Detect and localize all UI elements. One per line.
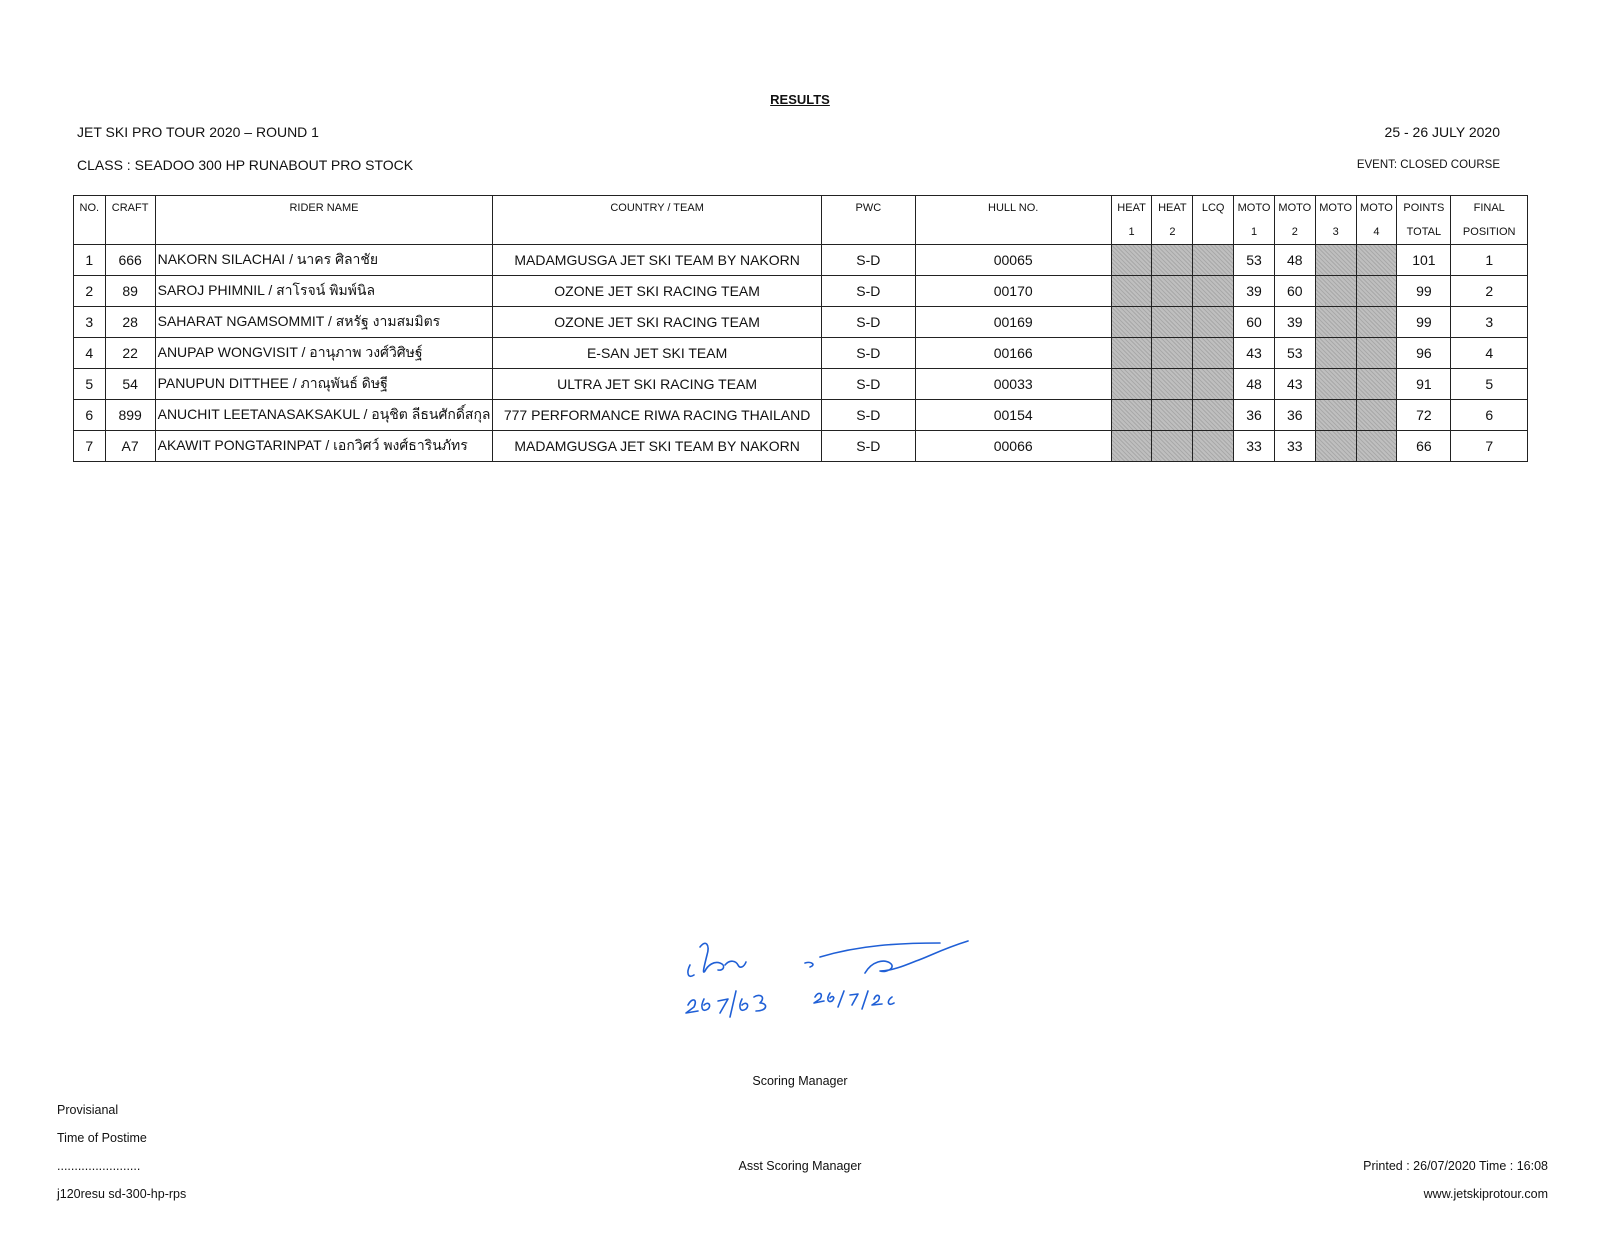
- cell-heat2: [1152, 338, 1193, 369]
- column-header: [915, 196, 1111, 245]
- cell-no: 3: [74, 307, 106, 338]
- cell-points: 99: [1397, 276, 1451, 307]
- cell-rider: SAHARAT NGAMSOMMIT / สหรัฐ งามสมมิตร: [155, 307, 493, 338]
- postime-blank: ........................: [57, 1159, 141, 1173]
- cell-moto2: 60: [1274, 276, 1315, 307]
- event-type: EVENT: CLOSED COURSE: [1356, 159, 1500, 171]
- cell-rider: PANUPUN DITTHEE / ภาณุพันธ์ ดิษฐี: [155, 369, 493, 400]
- cell-position: 5: [1451, 369, 1528, 400]
- cell-heat2: [1152, 400, 1193, 431]
- cell-hull: 00166: [915, 338, 1111, 369]
- cell-moto1: 48: [1234, 369, 1275, 400]
- cell-team: ULTRA JET SKI RACING TEAM: [493, 369, 822, 400]
- cell-rider: AKAWIT PONGTARINPAT / เอกวิศว์ พงศ์ธารินภัทร: [155, 431, 493, 462]
- column-header: [1397, 196, 1451, 245]
- cell-moto4: [1356, 276, 1397, 307]
- results-table: [73, 195, 1528, 462]
- cell-rider: ANUPAP WONGVISIT / อานุภาพ วงศ์วิศิษฐ์: [155, 338, 493, 369]
- cell-craft: 22: [105, 338, 155, 369]
- cell-moto1: 60: [1234, 307, 1275, 338]
- cell-moto3: [1315, 245, 1356, 276]
- column-header-sublabel: 4: [1373, 226, 1380, 238]
- cell-team: OZONE JET SKI RACING TEAM: [493, 276, 822, 307]
- race-class: CLASS : SEADOO 300 HP RUNABOUT PRO STOCK: [77, 157, 414, 173]
- cell-craft: 666: [105, 245, 155, 276]
- cell-no: 5: [74, 369, 106, 400]
- cell-moto4: [1356, 245, 1397, 276]
- cell-points: 66: [1397, 431, 1451, 462]
- column-header-label: POINTS: [1403, 202, 1445, 214]
- signatures: [680, 935, 1000, 1045]
- cell-position: 7: [1451, 431, 1528, 462]
- cell-position: 4: [1451, 338, 1528, 369]
- column-header-sublabel: 1: [1128, 226, 1135, 238]
- column-header-sublabel: 2: [1169, 226, 1176, 238]
- column-header: [821, 196, 915, 245]
- cell-heat2: [1152, 369, 1193, 400]
- cell-points: 91: [1397, 369, 1451, 400]
- cell-no: 4: [74, 338, 106, 369]
- cell-moto4: [1356, 369, 1397, 400]
- cell-team: MADAMGUSGA JET SKI TEAM BY NAKORN: [493, 245, 822, 276]
- asst-scoring-manager-label: Asst Scoring Manager: [738, 1159, 862, 1173]
- cell-moto2: 48: [1274, 245, 1315, 276]
- cell-team: 777 PERFORMANCE RIWA RACING THAILAND: [493, 400, 822, 431]
- column-header-label: HULL NO.: [988, 202, 1039, 214]
- printed-timestamp: Printed : 26/07/2020 Time : 16:08: [1363, 1159, 1548, 1173]
- cell-heat1: [1111, 307, 1152, 338]
- cell-moto2: 53: [1274, 338, 1315, 369]
- cell-hull: 00065: [915, 245, 1111, 276]
- cell-position: 6: [1451, 400, 1528, 431]
- cell-heat2: [1152, 245, 1193, 276]
- column-header: [1274, 196, 1315, 245]
- cell-position: 2: [1451, 276, 1528, 307]
- cell-heat1: [1111, 338, 1152, 369]
- cell-hull: 00033: [915, 369, 1111, 400]
- cell-no: 7: [74, 431, 106, 462]
- column-header: [74, 196, 106, 245]
- cell-craft: 54: [105, 369, 155, 400]
- column-header: [1451, 196, 1528, 245]
- cell-heat1: [1111, 400, 1152, 431]
- cell-team: MADAMGUSGA JET SKI TEAM BY NAKORN: [493, 431, 822, 462]
- table-body: [74, 245, 1528, 462]
- column-header-label: NO.: [79, 202, 100, 214]
- provisional-label: Provisianal: [57, 1103, 119, 1117]
- cell-heat2: [1152, 276, 1193, 307]
- cell-no: 1: [74, 245, 106, 276]
- column-header-sublabel: POSITION: [1462, 226, 1516, 238]
- cell-moto3: [1315, 338, 1356, 369]
- cell-craft: 899: [105, 400, 155, 431]
- cell-moto4: [1356, 307, 1397, 338]
- column-header: [1315, 196, 1356, 245]
- cell-hull: 00066: [915, 431, 1111, 462]
- cell-moto1: 33: [1234, 431, 1275, 462]
- column-header-label: MOTO: [1319, 202, 1353, 214]
- cell-pwc: S-D: [821, 307, 915, 338]
- cell-lcq: [1193, 338, 1234, 369]
- cell-pwc: S-D: [821, 338, 915, 369]
- column-header-sublabel: TOTAL: [1406, 226, 1442, 238]
- column-header-label: HEAT: [1117, 202, 1146, 214]
- file-id: j120resu sd-300-hp-rps: [57, 1187, 187, 1201]
- cell-craft: A7: [105, 431, 155, 462]
- cell-craft: 89: [105, 276, 155, 307]
- cell-rider: SAROJ PHIMNIL / สาโรจน์ พิมพ์นิล: [155, 276, 493, 307]
- cell-lcq: [1193, 276, 1234, 307]
- cell-position: 1: [1451, 245, 1528, 276]
- column-header-label: PWC: [855, 202, 882, 214]
- column-header-label: HEAT: [1158, 202, 1187, 214]
- cell-moto4: [1356, 338, 1397, 369]
- column-header: [1234, 196, 1275, 245]
- column-header-label: MOTO: [1278, 202, 1312, 214]
- cell-moto2: 36: [1274, 400, 1315, 431]
- table-row: [74, 276, 1528, 307]
- table-row: [74, 338, 1528, 369]
- cell-pwc: S-D: [821, 431, 915, 462]
- cell-heat1: [1111, 245, 1152, 276]
- cell-heat2: [1152, 307, 1193, 338]
- column-header: [105, 196, 155, 245]
- cell-moto3: [1315, 400, 1356, 431]
- column-header-label: COUNTRY / TEAM: [610, 202, 704, 214]
- event-name: JET SKI PRO TOUR 2020 – ROUND 1: [77, 124, 319, 140]
- cell-points: 99: [1397, 307, 1451, 338]
- cell-moto4: [1356, 431, 1397, 462]
- table-row: [74, 245, 1528, 276]
- cell-pwc: S-D: [821, 276, 915, 307]
- column-header-label: CRAFT: [111, 202, 149, 214]
- column-header: [1152, 196, 1193, 245]
- table-row: [74, 431, 1528, 462]
- column-header-sublabel: 3: [1332, 226, 1339, 238]
- cell-moto2: 43: [1274, 369, 1315, 400]
- table-header-row: [74, 196, 1528, 245]
- cell-moto2: 39: [1274, 307, 1315, 338]
- time-of-postime-label: Time of Postime: [57, 1131, 147, 1145]
- cell-moto3: [1315, 369, 1356, 400]
- table-row: [74, 369, 1528, 400]
- cell-moto3: [1315, 307, 1356, 338]
- cell-rider: ANUCHIT LEETANASAKSAKUL / อนุชิต ลีธนศักดิ์สกุล: [155, 400, 493, 431]
- table-row: [74, 400, 1528, 431]
- cell-moto1: 39: [1234, 276, 1275, 307]
- signature-asst-scoring-manager: [805, 941, 968, 1009]
- cell-lcq: [1193, 369, 1234, 400]
- cell-pwc: S-D: [821, 369, 915, 400]
- cell-moto1: 43: [1234, 338, 1275, 369]
- column-header: [1356, 196, 1397, 245]
- column-header-label: MOTO: [1237, 202, 1271, 214]
- scoring-manager-label: Scoring Manager: [752, 1074, 848, 1088]
- website-url: www.jetskiprotour.com: [1423, 1187, 1548, 1201]
- signature-scoring-manager: [686, 943, 766, 1017]
- cell-moto2: 33: [1274, 431, 1315, 462]
- column-header-label: FINAL: [1473, 202, 1505, 214]
- cell-hull: 00169: [915, 307, 1111, 338]
- cell-lcq: [1193, 431, 1234, 462]
- cell-moto3: [1315, 431, 1356, 462]
- column-header: [493, 196, 822, 245]
- cell-moto1: 36: [1234, 400, 1275, 431]
- cell-heat1: [1111, 369, 1152, 400]
- cell-hull: 00154: [915, 400, 1111, 431]
- cell-heat1: [1111, 431, 1152, 462]
- column-header: [155, 196, 493, 245]
- cell-lcq: [1193, 307, 1234, 338]
- column-header: [1111, 196, 1152, 245]
- cell-team: OZONE JET SKI RACING TEAM: [493, 307, 822, 338]
- column-header-sublabel: 2: [1291, 226, 1298, 238]
- cell-rider: NAKORN SILACHAI / นาคร ศิลาชัย: [155, 245, 493, 276]
- column-header-sublabel: 1: [1250, 226, 1258, 238]
- cell-hull: 00170: [915, 276, 1111, 307]
- cell-no: 6: [74, 400, 106, 431]
- page-title: RESULTS: [770, 92, 830, 107]
- cell-craft: 28: [105, 307, 155, 338]
- cell-moto4: [1356, 400, 1397, 431]
- column-header-label: MOTO: [1360, 202, 1393, 214]
- column-header: [1193, 196, 1234, 245]
- cell-points: 72: [1397, 400, 1451, 431]
- cell-team: E-SAN JET SKI TEAM: [493, 338, 822, 369]
- cell-pwc: S-D: [821, 245, 915, 276]
- cell-pwc: S-D: [821, 400, 915, 431]
- cell-points: 96: [1397, 338, 1451, 369]
- cell-no: 2: [74, 276, 106, 307]
- cell-lcq: [1193, 400, 1234, 431]
- cell-points: 101: [1397, 245, 1451, 276]
- cell-moto1: 53: [1234, 245, 1275, 276]
- cell-position: 3: [1451, 307, 1528, 338]
- cell-heat2: [1152, 431, 1193, 462]
- event-date: 25 - 26 JULY 2020: [1384, 124, 1500, 140]
- cell-lcq: [1193, 245, 1234, 276]
- table-row: [74, 307, 1528, 338]
- column-header-label: RIDER NAME: [289, 202, 359, 214]
- cell-moto3: [1315, 276, 1356, 307]
- column-header-label: LCQ: [1201, 202, 1225, 214]
- cell-heat1: [1111, 276, 1152, 307]
